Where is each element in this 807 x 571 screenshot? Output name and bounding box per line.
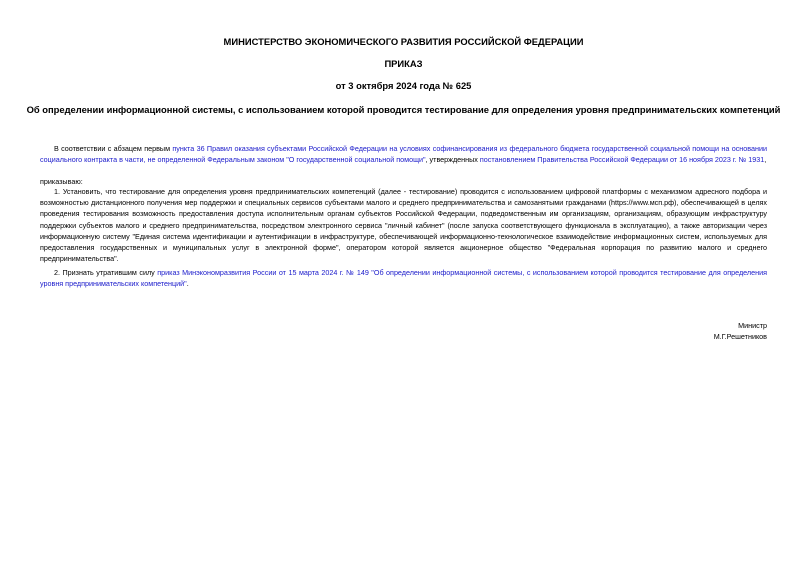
repealed-order-link[interactable]: приказ Минэкономразвития России от 15 марта 2024 г. № 149 "Об определении информационной системы, с использованием которой проводится тестирование для определения уровня предпринимательских компетенций" [40,268,767,289]
item-1-text: 1. Установить, что тестирование для определения уровня предпринимательских компетенций (далее - тестирование) проводится с использованием цифровой платформы с механизмом адресного подбора и возможностью дистанционного получения мер поддержки и специальных сервисов субъектами малого и среднего предпринимательства и самозанятыми гражданами (https://www.мсп.рф), обеспечивающей в целях проведения тестирования возможность предоставления доступа исполнительным органам субъектов Российской Федерации, подведомственным им организациям, организациям, образующим инфраструктуру поддержки субъектов малого и среднего предпринимательства, посредством электронного сервиса "личный кабинет" (после запуска соответствующего функционала в эксплуатацию), а также авторизации через информационную систему "Единая система идентификации и аутентификации в инфраструктуре, обеспечивающей информационно-технологическое взаимодействие информационных систем, используемых для предоставления государственных и муниципальных услуг в электронной форме", оператором которой является акционерное общество "Федеральная корпорация по развитию малого и среднего предпринимательства". [40,187,767,264]
item-1-paragraph [40,186,767,264]
intro-text-2: , утвержденных [425,155,480,165]
item-2-text-2: . [186,279,189,289]
signature-name: М.Г.Решетников [713,332,767,341]
government-decree-link[interactable]: постановлением Правительства Российской Федерации от 16 ноября 2023 г. № 1931 [479,155,765,165]
document-type: ПРИКАЗ [384,58,423,69]
intro-paragraph [40,143,767,165]
rules-link[interactable]: пункта 36 Правил оказания субъектами Российской Федерации на условиях софинансирования из федерального бюджета государственной социальной помощи на основании социального контракта в части, не определенной Федеральным законом "О государственной социальной помощи" [40,144,767,165]
document-title: Об определении информационной системы, с использованием которой проводится тестирование для определения уровня предпринимательских компетенций [26,104,781,115]
intro-text-3: , [764,155,767,165]
intro-text-1: В соответствии с абзацем первым [54,144,173,153]
signature-title: Министр [738,321,767,330]
document-date-number: от 3 октября 2024 года № 625 [335,80,472,91]
item-2-paragraph [40,267,767,289]
order-word: приказываю: [40,177,83,186]
ministry-name: МИНИСТЕРСТВО ЭКОНОМИЧЕСКОГО РАЗВИТИЯ РОССИЙСКОЙ ФЕДЕРАЦИИ [223,36,584,47]
item-2-text-1: 2. Признать утратившим силу [54,268,158,277]
